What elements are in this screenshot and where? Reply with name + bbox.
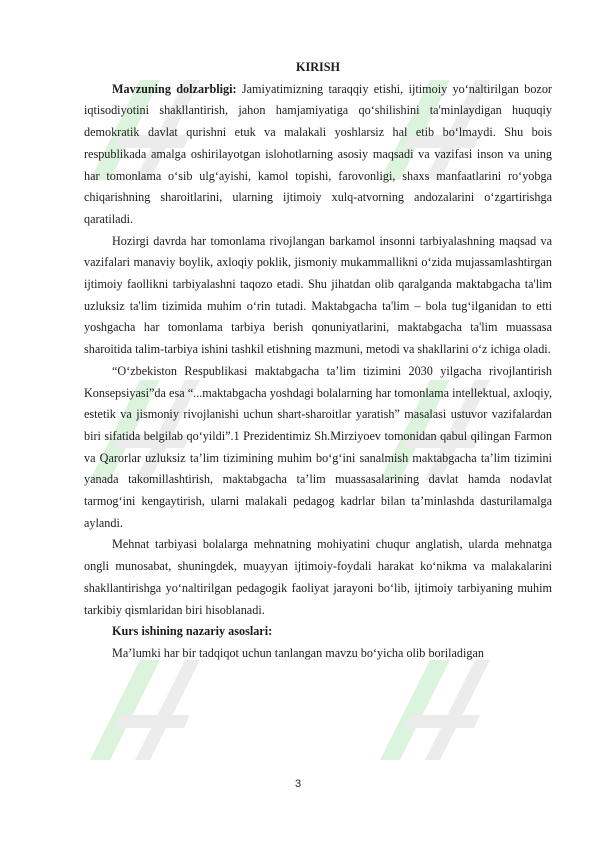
- paragraph-text: Jamiyatimizning taraqqiy etishi, ijtimoiy yo‘naltirilgan bozor iqtisodiyotini shakllantirish, jahon hamjamiyatiga qo‘shilishini ta'minlaydigan huquqiy demokratik davlat qurishni etuk va malakali yoshlarsiz hal etib bo‘lmaydi. Shu bois respublikada amalga oshirilayotgan islohotlarning asosiy maqsadi va vazifasi inson va uning har tomonlama o‘sib ulg‘ayishi, kamol topishi, farovonligi, shaxs manfaatlarini ro‘yobga chiqarishning sharoitlarini, ularning ijtimoiy xulq-atvorning andozalarini o‘zgartirishga qaratiladi.: [84, 81, 552, 226]
- document-body: [84, 57, 552, 665]
- paragraph: Hozirgi davrda har tomonlama rivojlangan barkamol insonni tarbiyalashning maqsad va vazifalari manaviy boylik, axloqiy poklik, jismoniy mukammallikni o‘zida mujassamlashtirgan ijtimoiy faollikni tarbiyalashni taqozo etadi. Shu jihatdan olib qaralganda maktabgacha ta'lim uzluksiz ta'lim tizimida muhim o‘rin tutadi. Maktabgacha ta'lim – bola tug‘ilganidan to etti yoshgacha har tomonlama tarbiya berish qonuniyatlarini, maktabgacha ta'lim muassasa sharoitida talim-tarbiya ishini tashkil etishning mazmuni, metodi va shakllarini o‘z ichiga oladi.: [84, 233, 552, 357]
- paragraph: “O‘zbekiston Respublikasi maktabgacha ta’lim tizimini 2030 yilgacha rivojlantirish Konsepsiyasi”da esa “...maktabgacha yoshdagi bolalarning har tomonlama intellektual, axloqiy, estetik va jismoniy rivojlanishi uchun shart-sharoitlar yaratish” masalasi ustuvor vazifalardan biri sifatida belgilab qo‘yildi”.1 Prezidentimiz Sh.Mirziyoev tomonidan qabul qilingan Farmon va Qarorlar uzluksiz ta’lim tizimining muhim bo‘g‘ini sanalmish maktabgacha ta’lim tizimini yanada takomillashtirish, maktabgacha ta’lim muassasalarining davlat hamda nodavlat tarmog‘ini kengaytirish, ularni malakali pedagog kadrlar bilan ta’minlashda dasturilamalga aylandi.: [84, 363, 552, 530]
- paragraph-bold-lead: Mavzuning dolzarbligi:: [112, 81, 237, 96]
- page-number: 3: [294, 778, 302, 790]
- section-heading: Kurs ishining nazariy asoslari:: [112, 624, 273, 639]
- paragraph-relevance: [84, 79, 552, 231]
- paragraph: Ma’lumki har bir tadqiqot uchun tanlangan mavzu bo‘yicha olib boriladigan: [112, 645, 484, 660]
- page-title: KIRISH: [295, 60, 341, 74]
- paragraph: Mehnat tarbiyasi bolalarga mehnatning mohiyatini chuqur anglatish, ularda mehnatga ongli munosabat, shuningdek, muayyan ijtimoiy-foydali harakat ko‘nikma va malakalarini shakllantirishga yo‘naltirilgan pedagogik faoliyat jarayoni bo‘lib, ijtimoiy tarbiyaning muhim tarkibiy qismlaridan biri hisoblanadi.: [84, 537, 552, 617]
